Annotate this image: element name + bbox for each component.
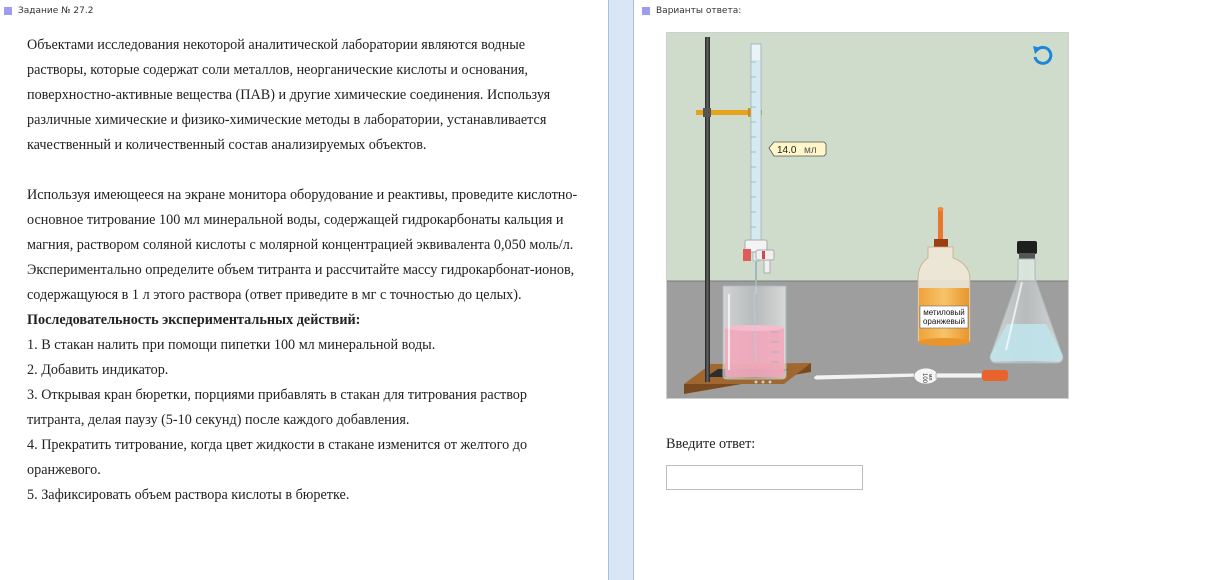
answer-pane [634,0,1230,580]
answer-input[interactable] [666,465,863,490]
task-number: Задание № 27.2 [18,6,94,16]
indicator-label-line2: оранжевый [922,317,966,326]
sequence-title: Последовательность экспериментальных действий: [27,312,361,328]
header-marker-icon [642,7,650,15]
burette-readout-unit: мл [804,145,817,156]
task-pane [0,0,608,580]
task-intro-paragraph: Объектами исследования некоторой аналитической лаборатории являются водные растворы, которые содержат соли металлов, неорганические кислоты и основания, поверхностно-активные вещества (ПАВ) и другие химические соединения. Используя различные химические и физико-химические методы в лаборатории, устанавливается качественный и количественный состав анализируемых объектов. [27,37,551,153]
step-2: 2. Добавить индикатор. [27,362,169,378]
step-5: 5. Зафиксировать объем раствора кислоты в бюретке. [27,487,350,503]
task-header [4,5,93,17]
task-text [27,33,587,508]
answer-header [642,5,741,17]
step-1: 1. В стакан налить при помощи пипетки 100 мл минеральной воды. [27,337,436,353]
burette-readout-value: 14.0 [777,145,797,156]
pipette-label-line2: мл [927,374,933,381]
pipette-label-line1: 100 [921,373,927,384]
task-instruction-paragraph: Используя имеющееся на экране монитора оборудование и реактивы, проведите кислотно-основное титрование 100 мл минеральной воды, содержащей гидрокарбонаты кальция и магния, раствором соляной кислоты с молярной концентрацией эквивалента 0,050 моль/л. Экспериментально определите объем титранта и рассчитайте массу гидрокарбонат-ионов, содержащуюся в 1 л этого раствора (ответ приведите в мг с точностью до целых). [27,187,578,303]
stand-rod [705,37,710,382]
pane-splitter[interactable] [608,0,634,580]
lab-wall [666,32,1069,281]
burette-volume-readout [769,142,826,156]
step-4: 4. Прекратить титрование, когда цвет жидкости в стакане изменится от желтого до оранжевого. [27,437,528,478]
answer-label: Введите ответ: [666,436,756,452]
titration-simulation[interactable] [666,32,1069,399]
step-3: 3. Открывая кран бюретки, порциями прибавлять в стакан для титрования раствор титранта, делая паузу (5-10 секунд) после каждого добавления. [27,387,527,428]
answer-variants-title: Варианты ответа: [656,6,742,16]
header-marker-icon [4,7,12,15]
indicator-label-line1: метиловый [923,308,965,317]
